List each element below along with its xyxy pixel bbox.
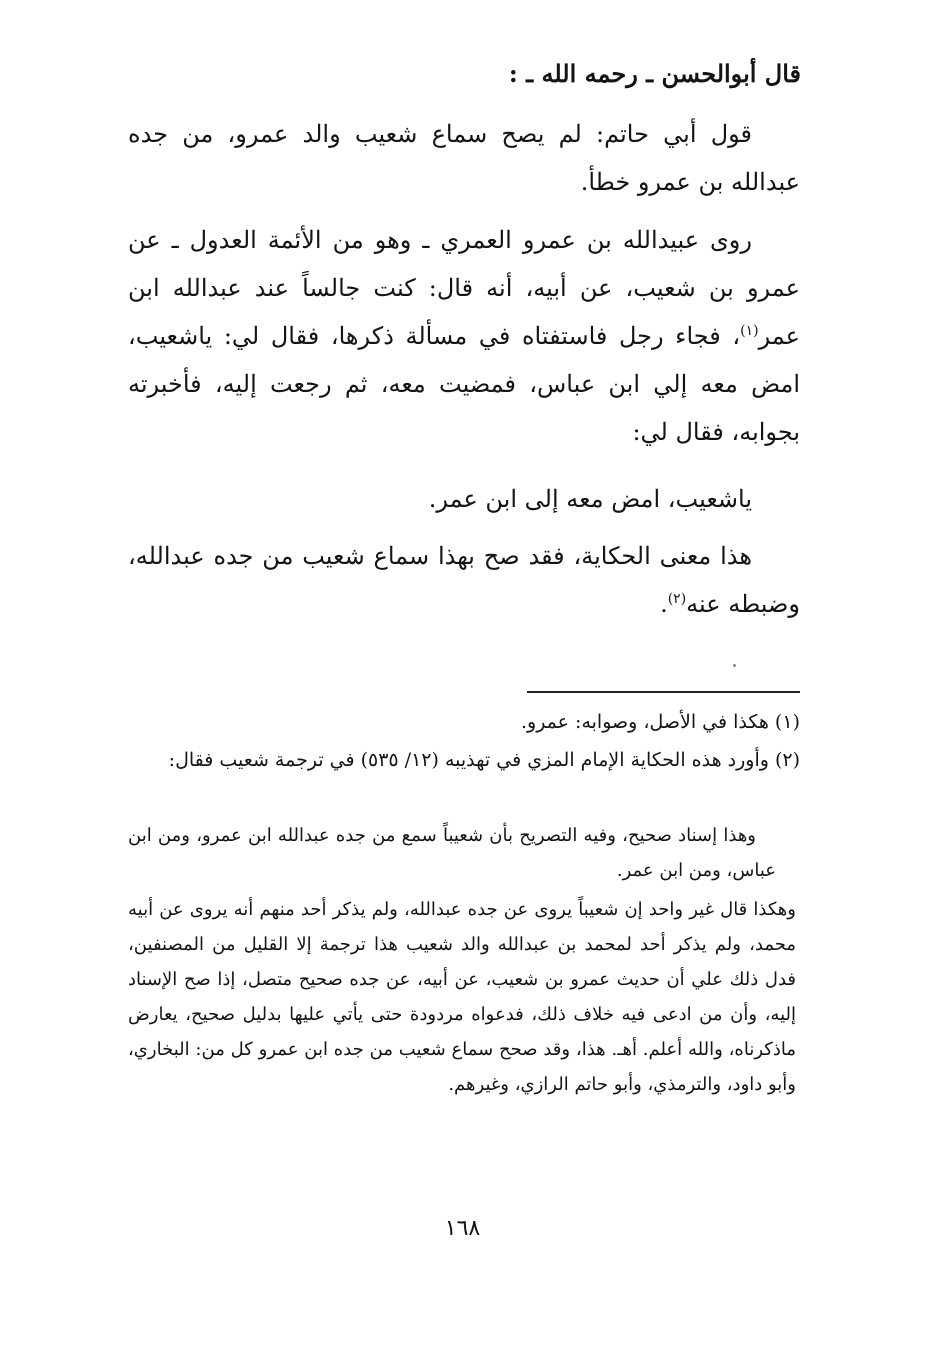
footnote-quote-1: وهذا إسناد صحيح، وفيه التصريح بأن شعيباً سمع من جده عبدالله ابن عمرو، ومن ابن عباس، ومن ابن عمر. (128, 825, 776, 881)
body-paragraph-4 (128, 532, 800, 628)
body-paragraph-2 (128, 216, 800, 456)
footnote-ref: (١) (740, 323, 759, 339)
speck (733, 664, 736, 667)
footnote-ref: (٢) (667, 591, 687, 607)
body-text: هذا معنى الحكاية، فقد صح بهذا سماع شعيب من جده عبدالله، وضبطه عنه (128, 542, 800, 618)
page-number: ١٦٨ (444, 1216, 481, 1241)
footnote-1: (١) هكذا في الأصل، وصوابه: عمرو. (520, 711, 800, 733)
body-text: . (660, 590, 668, 618)
body-text: روى عبيدالله بن عمرو العمري ـ وهو من الأئمة العدول ـ عن عمرو بن شعيب، عن أبيه، أنه قال: كنت جالساً عند عبدالله ابن عمر (128, 226, 800, 350)
footnote-2: (٢) وأورد هذه الحكاية الإمام المزي في تهذيبه (١٢/ ٥٣٥) في ترجمة شعيب فقال: (168, 749, 800, 771)
footnote-quote-2: وهكذا قال غير واحد إن شعيباً يروى عن جده عبدالله، ولم يذكر أحد منهم أنه يروى عن أبيه محمد، ولم يذكر أحد لمحمد بن عبدالله والد شعيب هذا ترجمة إلا القليل من المصنفين، فدل ذلك علي أن حديث عمرو بن شعيب، عن أبيه، عن جده صحيح متصل، إذا صح الإسناد إليه، وأن من ادعى فيه خلاف ذلك، فدعواه مردودة حتى يأتي عليها بدليل صحيح، يعارض ماذكرناه، والله أعلم. أهـ. هذا، وقد صحح سماع شعيب من جده ابن عمرو كل من: البخاري، وأبو داود، والترمذي، وأبو حاتم الرازي، وغيرهم. (128, 899, 796, 1095)
footnote-separator (527, 691, 800, 693)
body-text: ، فجاء رجل فاستفتاه في مسألة ذكرها، فقال لي: ياشعيب، امض معه إلي ابن عباس، فمضيت معه، ثم رجعت إليه، فأخبرته بجوابه، فقال لي: (128, 322, 800, 446)
body-paragraph-1 (128, 110, 800, 206)
body-paragraph-3 (128, 475, 800, 523)
section-heading: قال أبوالحسن ـ رحمه الله ـ : (508, 59, 801, 88)
body-text: ياشعيب، امض معه إلى ابن عمر. (428, 485, 752, 513)
body-text: قول أبي حاتم: لم يصح سماع شعيب والد عمرو، من جده عبدالله بن عمرو خطأ. (128, 120, 800, 196)
